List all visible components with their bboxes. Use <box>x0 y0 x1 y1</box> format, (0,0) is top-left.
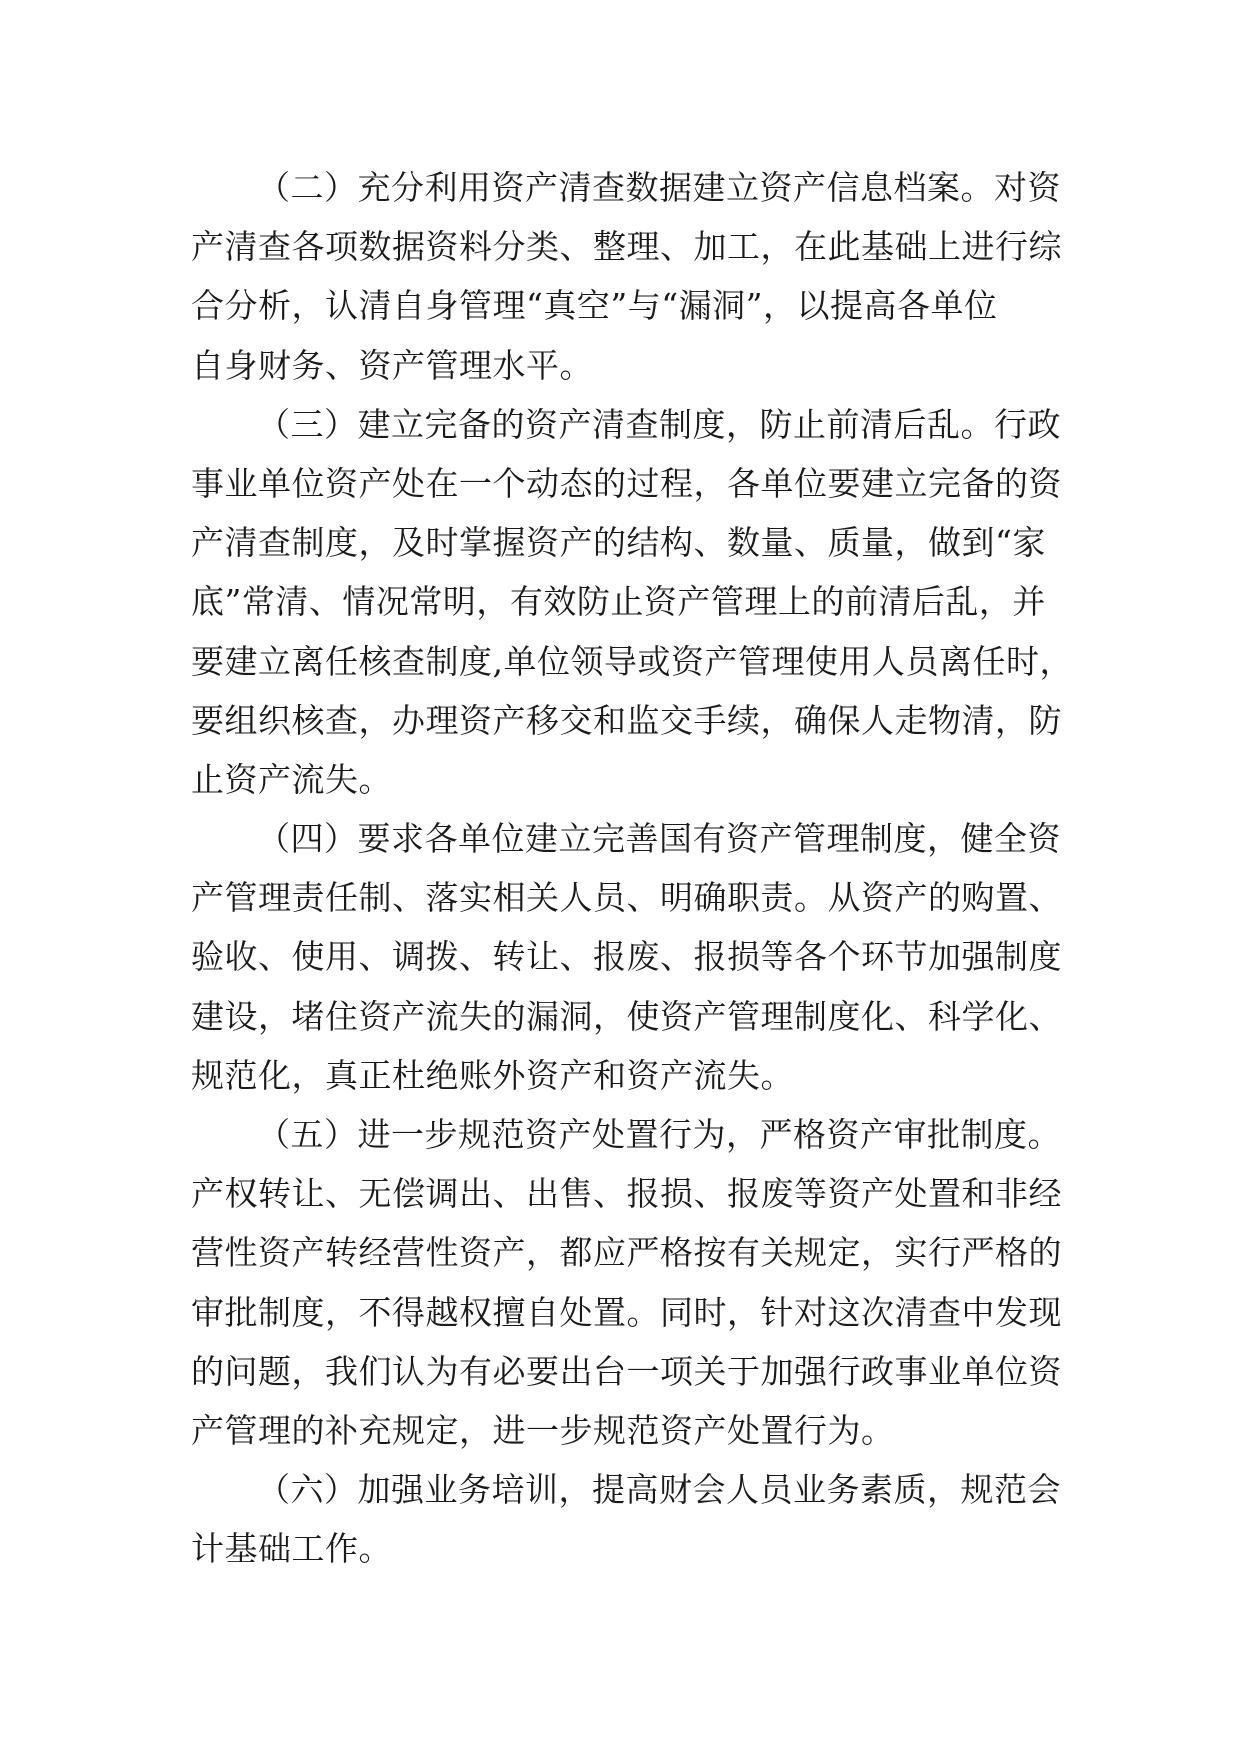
text-line: 事业单位资产处在一个动态的过程，各单位要建立完备的资 <box>191 463 1062 503</box>
text-line: 要建立离任核查制度,单位领导或资产管理使用人员离任时， <box>191 641 1073 681</box>
text-line: 验收、使用、调拨、转让、报废、报损等各个环节加强制度 <box>191 937 1062 977</box>
text-line: （二）充分利用资产清查数据建立资产信息档案。对资 <box>257 168 1061 207</box>
text-line: 止资产流失。 <box>191 759 392 799</box>
text-line: 建设，堵住资产流失的漏洞，使资产管理制度化、科学化、 <box>191 996 1062 1036</box>
text-line: （四）要求各单位建立完善国有资产管理制度，健全资 <box>257 819 1061 859</box>
text-line: 产清查制度，及时掌握资产的结构、数量、质量，做到“家 <box>191 523 1046 563</box>
text-line: （三）建立完备的资产清查制度，防止前清后乱。行政 <box>257 404 1061 444</box>
text-line: 产管理责任制、落实相关人员、明确职责。从资产的购置、 <box>191 878 1062 918</box>
document-body <box>191 158 1071 1579</box>
text-line: 规范化，真正杜绝账外资产和资产流失。 <box>191 1055 794 1095</box>
text-line: 产清查各项数据资料分类、整理、加工，在此基础上进行综 <box>191 227 1062 267</box>
text-line: 产管理的补充规定，进一步规范资产处置行为。 <box>191 1410 895 1450</box>
text-line: 产权转让、无偿调出、出售、报损、报废等资产处置和非经 <box>191 1174 1062 1214</box>
text-line: 营性资产转经营性资产，都应严格按有关规定，实行严格的 <box>191 1233 1062 1273</box>
text-line: 要组织核查，办理资产移交和监交手续，确保人走物清，防 <box>191 700 1062 740</box>
text-line: 底”常清、情况常明，有效防止资产管理上的前清后乱，并 <box>191 582 1046 622</box>
text-line: 计基础工作。 <box>191 1529 392 1569</box>
text-line: 合分析，认清自身管理“真空”与“漏洞”，以提高各单位 <box>191 286 998 326</box>
text-line: 审批制度，不得越权擅自处置。同时，针对这次清查中发现 <box>191 1292 1062 1332</box>
text-line: 的问题，我们认为有必要出台一项关于加强行政事业单位资 <box>191 1351 1062 1391</box>
text-line: 自身财务、资产管理水平。 <box>191 345 593 385</box>
text-line: （六）加强业务培训，提高财会人员业务素质，规范会 <box>257 1470 1061 1510</box>
text-line: （五）进一步规范资产处置行为，严格资产审批制度。 <box>257 1115 1061 1154</box>
